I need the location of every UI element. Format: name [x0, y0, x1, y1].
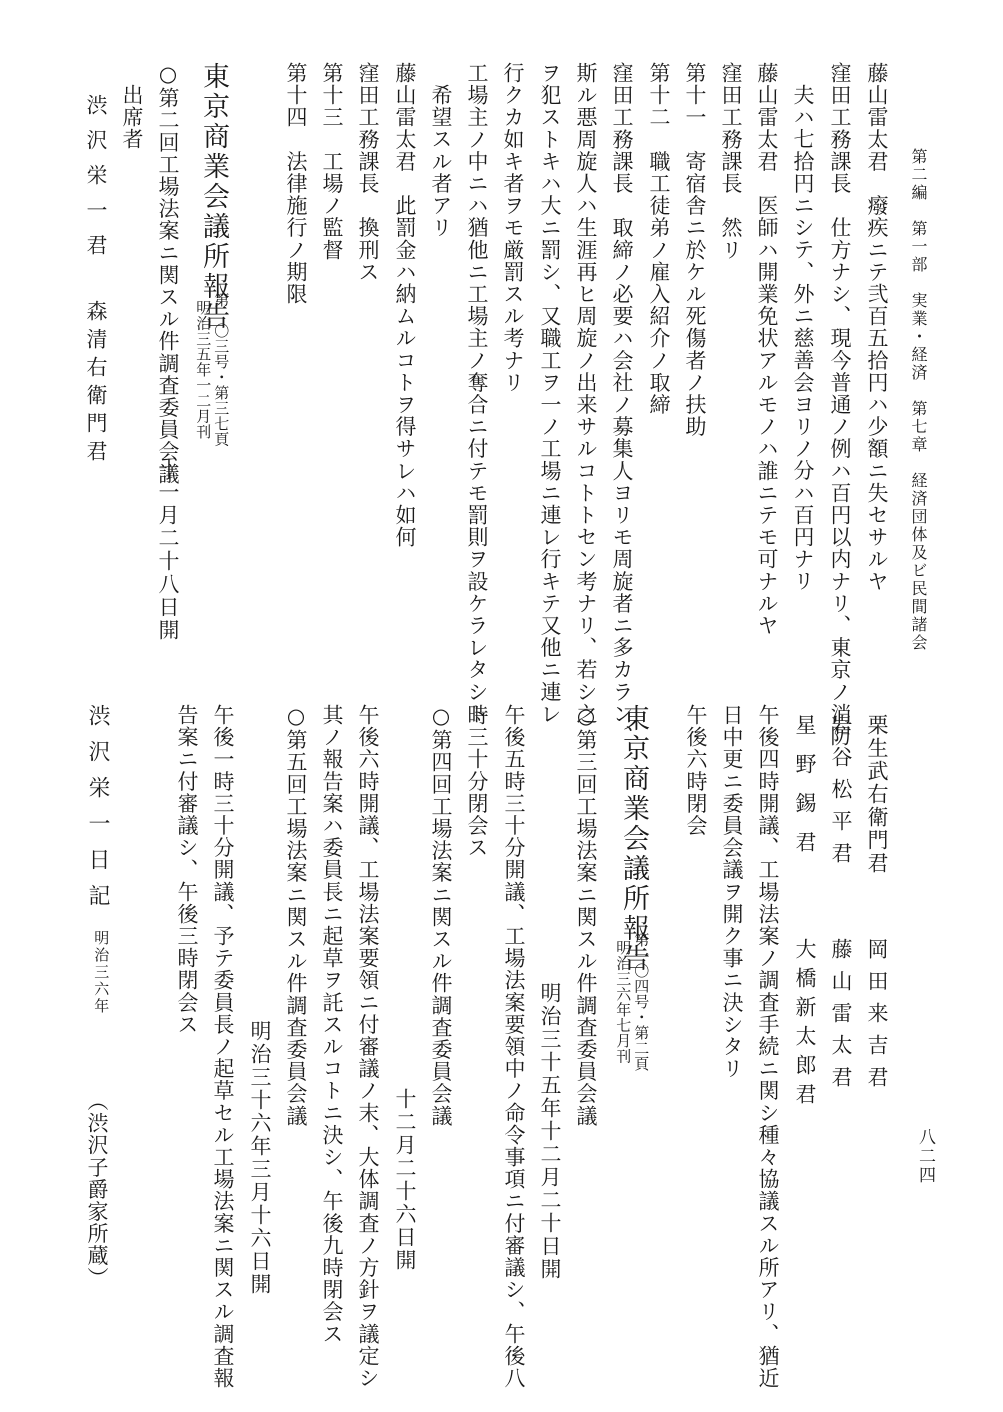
report-title: 東京商業会議所報告 — [618, 704, 649, 974]
attendee-name: 渋沢栄一君 — [84, 94, 108, 269]
text-line: 窪田工務課長 然リ — [719, 62, 743, 261]
meeting-title: ○第二回工場法案ニ関スル件調査委員会議 — [156, 62, 180, 485]
text-line: 第十二 職工徒弟ノ雇入紹介ノ取締 — [647, 62, 671, 416]
meeting-date: 明治三十五年十二月二十日開 — [538, 982, 562, 1281]
meeting-date: 十一月二十八日開 — [156, 458, 180, 642]
meeting-title: ○第四回工場法案ニ関スル件調査委員会議 — [429, 704, 453, 1127]
text-line: 午後五時三十分開議、工場法案要領中ノ命令事項ニ付審議シ、午後八 — [502, 704, 526, 1390]
diary-source: （渋沢子爵家所蔵） — [85, 1090, 109, 1289]
meeting-date: 十二月二十六日開 — [393, 1088, 417, 1272]
text-line: 午後一時三十分開議、予テ委員長ノ起草セル工場法案ニ関スル調査報 — [211, 704, 235, 1390]
text-line: ヲ犯ストキハ大ニ罰シ、又職工ヲ一ノ工場ニ連レ行キテ又他ニ連レ — [538, 62, 562, 725]
text-line: 窪田工務課長 仕方ナシ、現今普通ノ例ハ百円以内ナリ、東京ノ消防 — [828, 62, 852, 748]
diary-title: 渋沢栄一日記 — [85, 704, 110, 920]
text-line: 夫ハ七拾円ニシテ、外ニ慈善会ヨリノ分ハ百円ナリ — [791, 84, 815, 593]
attendees-label: 出席者 — [120, 84, 144, 151]
text-line: 窪田工務課長 換刑ス — [356, 62, 380, 283]
text-line: 藤山雷太君 此罰金ハ納ムルコトヲ得サレハ如何 — [393, 62, 417, 549]
report-source-number: 第一〇四号・第二頁 — [632, 932, 651, 1072]
meeting-date: 明治三十六年三月十六日開 — [248, 1020, 272, 1296]
meeting-title: ○第三回工場法案ニ関スル件調査委員会議 — [574, 704, 598, 1127]
text-line: 第十一 寄宿舎ニ於ケル死傷者ノ扶助 — [683, 62, 707, 438]
text-line: 午後六時閉会 — [684, 704, 708, 837]
attendee-name: 星野錫君 — [793, 714, 817, 870]
text-line: 工場主ノ中ニハ猶他ニ工場主ノ奪合ニ付テモ罰則ヲ設ケラレタシト — [465, 62, 489, 725]
running-title: 第二編 第一部 実業・経済 第七章 経済団体及ビ民間諸会 — [909, 148, 928, 652]
attendee-name: 栗生武右衛門君 — [865, 714, 889, 875]
text-line: 斯ル悪周旋人ハ生涯再ヒ周旋ノ出来サルコトトセン考ナリ、若シ之 — [574, 62, 598, 725]
meeting-title: ○第五回工場法案ニ関スル件調査委員会議 — [284, 704, 308, 1127]
text-line: 日中更ニ委員会議ヲ開ク事ニ決シタリ — [720, 704, 744, 1080]
attendee-name: 森清右衛門君 — [84, 300, 108, 468]
report-source-number: 第一〇三号・第三七頁 — [212, 292, 231, 447]
diary-year: 明治三六年 — [92, 930, 111, 1015]
page-number: 八二四 — [915, 1128, 935, 1185]
attendee-name: 岡田来吉君 — [865, 938, 889, 1098]
text-line: 藤山雷太君 癈疾ニテ弐百五拾円ハ少額ニ失セサルヤ — [865, 62, 889, 593]
text-line: 午後四時開議、工場法案ノ調査手続ニ関シ種々協議スル所アリ、猶近 — [756, 704, 780, 1390]
report-title: 東京商業会議所報告 — [198, 62, 229, 332]
text-line: 第十三 工場ノ監督 — [320, 62, 344, 261]
text-line: 告案ニ付審議シ、午後三時閉会ス — [175, 704, 199, 1036]
text-line: 第十四 法律施行ノ期限 — [284, 62, 308, 306]
text-line: 藤山雷太君 医師ハ開業免状アルモノハ誰ニテモ可ナルヤ — [755, 62, 779, 637]
text-line: 午後六時開議、工場法案要領ニ付審議ノ末、大体調査ノ方針ヲ議定シ — [356, 704, 380, 1390]
text-line: 行クカ如キ者ヲモ厳罰スル考ナリ — [501, 62, 525, 394]
report-source-date: 明治三五年一二月刊 — [194, 300, 213, 440]
report-source-date: 明治三六年七月刊 — [614, 940, 633, 1064]
text-line: 窪田工務課長 取締ノ必要ハ会社ノ募集人ヨリモ周旋者ニ多カラン、 — [610, 62, 634, 748]
attendee-name: 藤山雷太君 — [829, 938, 853, 1098]
text-line: 其ノ報告案ハ委員長ニ起草ヲ託スルコトニ決シ、午後九時閉会ス — [320, 704, 344, 1345]
text-line: 希望スル者アリ — [429, 84, 453, 239]
attendee-name: 大橋新太郎君 — [793, 938, 817, 1112]
text-line: 時三十分閉会ス — [465, 704, 489, 859]
attendee-name: 岩谷松平君 — [829, 714, 853, 874]
